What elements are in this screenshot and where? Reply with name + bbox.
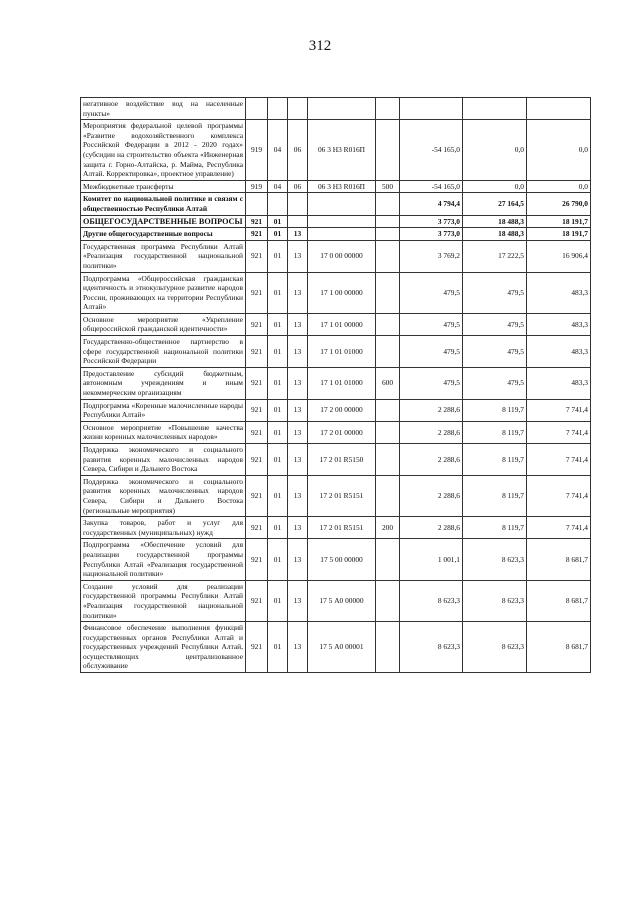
row-section-code: 01	[268, 539, 288, 580]
row-amount-2: 479,5	[463, 367, 527, 399]
row-ved-code: 921	[246, 421, 268, 443]
table-row	[81, 120, 591, 181]
row-expense-type	[376, 313, 400, 335]
row-ved-code: 921	[246, 228, 268, 241]
table-row	[81, 336, 591, 368]
row-target-article: 17 1 01 00000	[308, 313, 376, 335]
row-target-article: 17 0 00 00000	[308, 240, 376, 272]
row-name: Финансовое обеспечение выполнения функций государственных органов Республики Алтай и государственных учреждений Республики Алтай, осуществляющих централизованное обслуживание	[81, 622, 246, 673]
row-amount-1: 3 773,0	[400, 215, 463, 228]
row-amount-3: 0,0	[527, 180, 591, 193]
row-expense-type	[376, 622, 400, 673]
row-amount-1: 2 288,6	[400, 399, 463, 421]
row-amount-3: 8 681,7	[527, 539, 591, 580]
row-target-article: 06 3 Н3 R016П	[308, 120, 376, 181]
row-expense-type	[376, 539, 400, 580]
row-ved-code: 921	[246, 313, 268, 335]
table-row	[81, 475, 591, 516]
row-section-code: 01	[268, 580, 288, 621]
row-subsection-code: 13	[288, 228, 308, 241]
row-amount-2: 8 119,7	[463, 444, 527, 476]
row-expense-type	[376, 444, 400, 476]
row-target-article	[308, 228, 376, 241]
row-name: Другие общегосударственные вопросы	[81, 228, 246, 241]
row-name: ОБЩЕГОСУДАРСТВЕННЫЕ ВОПРОСЫ	[81, 215, 246, 228]
row-name: Закупка товаров, работ и услуг для государственных (муниципальных) нужд	[81, 517, 246, 539]
row-section-code: 04	[268, 120, 288, 181]
row-amount-2: 479,5	[463, 272, 527, 313]
row-amount-3: 7 741,4	[527, 475, 591, 516]
row-amount-3: 7 741,4	[527, 421, 591, 443]
row-name: Государственная программа Республики Алтай «Реализация государственной национальной политики»	[81, 240, 246, 272]
row-expense-type	[376, 421, 400, 443]
table-row	[81, 399, 591, 421]
row-ved-code: 921	[246, 336, 268, 368]
row-section-code: 04	[268, 180, 288, 193]
table-row	[81, 421, 591, 443]
row-subsection-code: 13	[288, 444, 308, 476]
row-amount-1: 1 001,1	[400, 539, 463, 580]
row-amount-2: 18 488,3	[463, 228, 527, 241]
table-row	[81, 193, 591, 215]
row-amount-1	[400, 98, 463, 120]
row-name: негативное воздействие вод на населенные пункты»	[81, 98, 246, 120]
row-amount-2	[463, 98, 527, 120]
row-expense-type: 500	[376, 180, 400, 193]
row-target-article: 17 2 01 R5150	[308, 444, 376, 476]
row-amount-1: -54 165,0	[400, 180, 463, 193]
row-amount-2: 8 119,7	[463, 421, 527, 443]
row-subsection-code: 13	[288, 336, 308, 368]
row-ved-code: 921	[246, 215, 268, 228]
row-subsection-code: 13	[288, 367, 308, 399]
table-row	[81, 539, 591, 580]
row-subsection-code: 06	[288, 180, 308, 193]
row-name: Мероприятия федеральной целевой программы «Развитие водохозяйственного комплекса Российской Федерации в 2012 - 2020 годах» (субсидии на строительство объекта «Инженерная защита г. Горно-Алтайска, р. Майма, Республика Алтай. Корректировка», проектное управление)	[81, 120, 246, 181]
row-amount-3: 18 191,7	[527, 228, 591, 241]
row-target-article	[308, 98, 376, 120]
row-amount-1: 479,5	[400, 313, 463, 335]
row-amount-1: 479,5	[400, 272, 463, 313]
row-subsection-code: 13	[288, 622, 308, 673]
row-expense-type	[376, 240, 400, 272]
row-subsection-code: 13	[288, 517, 308, 539]
row-amount-1: 8 623,3	[400, 622, 463, 673]
row-subsection-code: 13	[288, 539, 308, 580]
row-section-code: 01	[268, 399, 288, 421]
row-target-article: 06 3 Н3 R016П	[308, 180, 376, 193]
row-amount-1: 2 288,6	[400, 444, 463, 476]
row-amount-1: 3 773,0	[400, 228, 463, 241]
row-section-code	[268, 193, 288, 215]
row-amount-1: 2 288,6	[400, 421, 463, 443]
row-subsection-code: 06	[288, 120, 308, 181]
row-amount-3: 16 906,4	[527, 240, 591, 272]
row-ved-code: 921	[246, 580, 268, 621]
row-amount-1: -54 165,0	[400, 120, 463, 181]
table-row	[81, 215, 591, 228]
row-amount-2: 18 488,3	[463, 215, 527, 228]
row-amount-3: 483,3	[527, 272, 591, 313]
row-section-code: 01	[268, 517, 288, 539]
row-subsection-code: 13	[288, 580, 308, 621]
page-number: 312	[308, 38, 332, 54]
row-amount-3	[527, 98, 591, 120]
row-section-code: 01	[268, 313, 288, 335]
row-expense-type: 200	[376, 517, 400, 539]
row-name: Подпрограмма «Обеспечение условий для реализации государственной программы Республики Алтай «Реализация государственной национальной политики»	[81, 539, 246, 580]
row-name: Основное мероприятие «Повышение качества жизни коренных малочисленных народов»	[81, 421, 246, 443]
row-amount-3: 483,3	[527, 313, 591, 335]
row-subsection-code	[288, 215, 308, 228]
row-subsection-code: 13	[288, 313, 308, 335]
row-amount-3: 7 741,4	[527, 517, 591, 539]
row-subsection-code	[288, 193, 308, 215]
row-expense-type	[376, 215, 400, 228]
row-target-article: 17 2 01 R5151	[308, 475, 376, 516]
table-row	[81, 622, 591, 673]
budget-table	[80, 97, 591, 673]
row-name: Межбюджетные трансферты	[81, 180, 246, 193]
row-section-code: 01	[268, 444, 288, 476]
row-name: Поддержка экономического и социального развития коренных малочисленных народов Севера, Сибири и Дальнего Востока	[81, 444, 246, 476]
table-row	[81, 444, 591, 476]
row-target-article: 17 2 01 R5151	[308, 517, 376, 539]
row-name: Предоставление субсидий бюджетным, автономным учреждениям и иным некоммерческим организациям	[81, 367, 246, 399]
row-amount-3: 8 681,7	[527, 580, 591, 621]
row-section-code: 01	[268, 272, 288, 313]
row-target-article: 17 5 А0 00000	[308, 580, 376, 621]
row-section-code: 01	[268, 421, 288, 443]
row-ved-code: 921	[246, 517, 268, 539]
row-expense-type: 600	[376, 367, 400, 399]
row-amount-3: 26 790,0	[527, 193, 591, 215]
row-section-code: 01	[268, 240, 288, 272]
row-amount-1: 3 769,2	[400, 240, 463, 272]
row-section-code: 01	[268, 228, 288, 241]
table-row	[81, 240, 591, 272]
row-amount-3: 0,0	[527, 120, 591, 181]
row-target-article	[308, 193, 376, 215]
row-ved-code: 919	[246, 120, 268, 181]
row-amount-2: 0,0	[463, 180, 527, 193]
row-amount-2: 8 119,7	[463, 475, 527, 516]
row-section-code	[268, 98, 288, 120]
row-ved-code: 921	[246, 240, 268, 272]
table-row	[81, 272, 591, 313]
row-subsection-code: 13	[288, 399, 308, 421]
row-target-article: 17 2 01 00000	[308, 421, 376, 443]
row-amount-1: 479,5	[400, 336, 463, 368]
row-amount-3: 7 741,4	[527, 444, 591, 476]
row-amount-3: 8 681,7	[527, 622, 591, 673]
row-amount-3: 483,3	[527, 336, 591, 368]
row-expense-type	[376, 475, 400, 516]
row-expense-type	[376, 399, 400, 421]
row-ved-code	[246, 193, 268, 215]
row-expense-type	[376, 98, 400, 120]
row-amount-1: 479,5	[400, 367, 463, 399]
row-name: Поддержка экономического и социального развития коренных малочисленных народов Севера, Сибири и Дальнего Востока (региональные мероприятия)	[81, 475, 246, 516]
row-amount-3: 18 191,7	[527, 215, 591, 228]
row-ved-code: 921	[246, 367, 268, 399]
row-amount-1: 4 794,4	[400, 193, 463, 215]
row-target-article: 17 1 01 01000	[308, 367, 376, 399]
row-subsection-code: 13	[288, 421, 308, 443]
row-name: Государственно-общественное партнерство в сфере государственной национальной политики Российской Федерации	[81, 336, 246, 368]
row-ved-code: 921	[246, 622, 268, 673]
row-target-article: 17 5 00 00000	[308, 539, 376, 580]
table-row	[81, 580, 591, 621]
row-amount-3: 483,3	[527, 367, 591, 399]
row-target-article	[308, 215, 376, 228]
row-target-article: 17 1 00 00000	[308, 272, 376, 313]
table-row	[81, 517, 591, 539]
row-expense-type	[376, 336, 400, 368]
row-ved-code: 921	[246, 475, 268, 516]
row-subsection-code: 13	[288, 475, 308, 516]
row-amount-2: 8 623,3	[463, 580, 527, 621]
row-ved-code: 919	[246, 180, 268, 193]
row-name: Основное мероприятие «Укрепление общероссийской гражданской идентичности»	[81, 313, 246, 335]
row-section-code: 01	[268, 367, 288, 399]
row-ved-code: 921	[246, 444, 268, 476]
row-section-code: 01	[268, 475, 288, 516]
row-expense-type	[376, 580, 400, 621]
row-expense-type	[376, 272, 400, 313]
table-row	[81, 98, 591, 120]
row-amount-2: 0,0	[463, 120, 527, 181]
row-amount-1: 8 623,3	[400, 580, 463, 621]
row-expense-type	[376, 193, 400, 215]
table-row	[81, 367, 591, 399]
row-name: Комитет по национальной политике и связям с общественностью Республики Алтай	[81, 193, 246, 215]
row-name: Создание условий для реализации государственной программы Республики Алтай «Реализация государственной национальной политики»	[81, 580, 246, 621]
row-subsection-code: 13	[288, 240, 308, 272]
row-amount-1: 2 288,6	[400, 475, 463, 516]
row-ved-code: 921	[246, 272, 268, 313]
row-target-article: 17 5 А0 00001	[308, 622, 376, 673]
row-ved-code: 921	[246, 399, 268, 421]
row-ved-code: 921	[246, 539, 268, 580]
row-section-code: 01	[268, 622, 288, 673]
row-subsection-code: 13	[288, 272, 308, 313]
row-amount-2: 8 119,7	[463, 517, 527, 539]
row-name: Подпрограмма «Общероссийская гражданская идентичность и этнокультурное развитие народов России, проживающих на территории Республики Алтай»	[81, 272, 246, 313]
table-row	[81, 228, 591, 241]
table-row	[81, 313, 591, 335]
row-ved-code	[246, 98, 268, 120]
row-target-article: 17 2 00 00000	[308, 399, 376, 421]
row-expense-type	[376, 120, 400, 181]
row-name: Подпрограмма «Коренные малочисленные народы Республики Алтай»	[81, 399, 246, 421]
row-section-code: 01	[268, 336, 288, 368]
table-row	[81, 180, 591, 193]
row-amount-2: 27 164,5	[463, 193, 527, 215]
row-expense-type	[376, 228, 400, 241]
row-target-article: 17 1 01 01000	[308, 336, 376, 368]
row-amount-3: 7 741,4	[527, 399, 591, 421]
row-amount-2: 8 119,7	[463, 399, 527, 421]
row-amount-2: 479,5	[463, 313, 527, 335]
row-amount-2: 479,5	[463, 336, 527, 368]
row-subsection-code	[288, 98, 308, 120]
row-amount-2: 8 623,3	[463, 539, 527, 580]
row-section-code: 01	[268, 215, 288, 228]
row-amount-2: 17 222,5	[463, 240, 527, 272]
row-amount-2: 8 623,3	[463, 622, 527, 673]
row-amount-1: 2 288,6	[400, 517, 463, 539]
